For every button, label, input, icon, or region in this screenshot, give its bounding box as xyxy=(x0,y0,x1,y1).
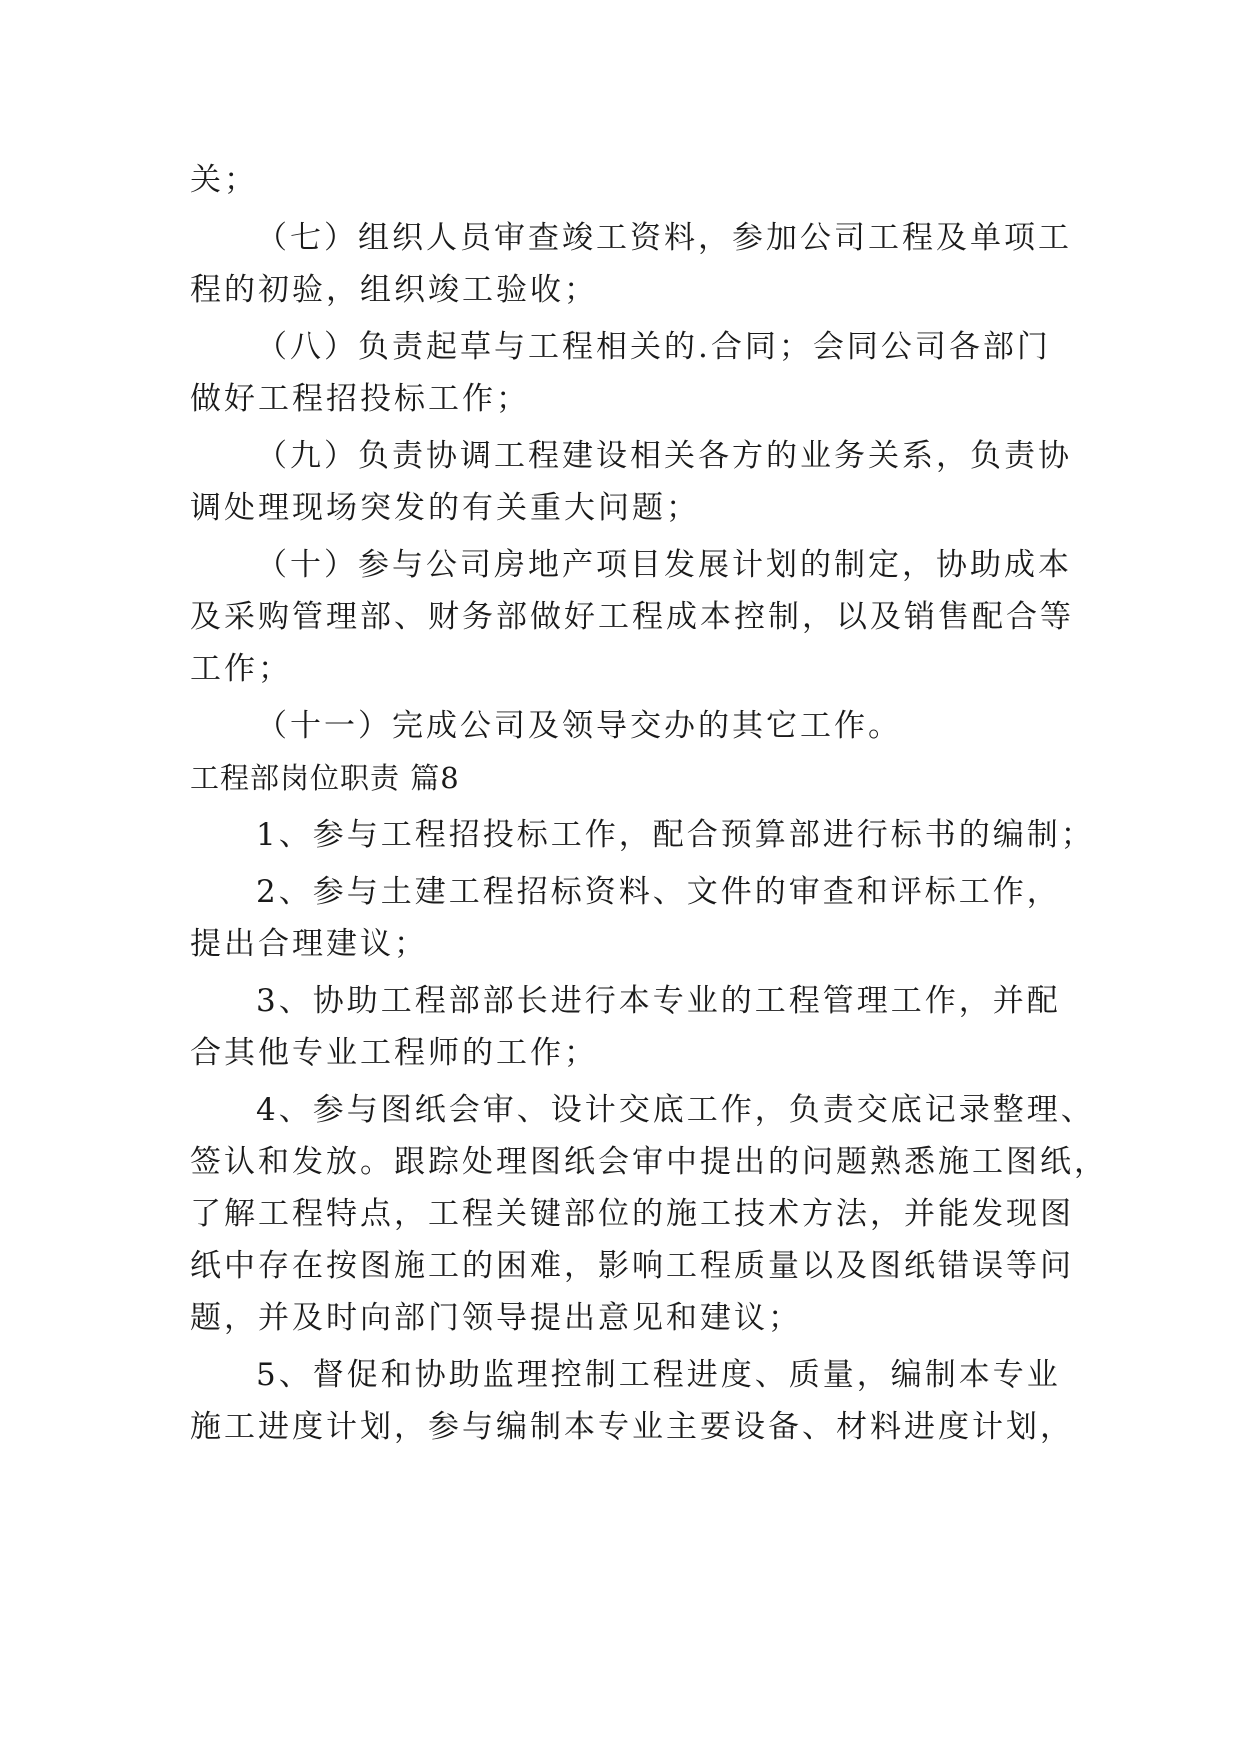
text-line: 工作； xyxy=(190,651,292,687)
text-line: 做好工程招投标工作； xyxy=(190,381,530,417)
text-line: （十一）完成公司及领导交办的其它工作。 xyxy=(256,708,902,744)
text-line: 合其他专业工程师的工作； xyxy=(190,1035,598,1071)
text-line: 调处理现场突发的有关重大问题； xyxy=(190,490,700,526)
text-line: 关； xyxy=(190,162,258,198)
text-line: 4、参与图纸会审、设计交底工作，负责交底记录整理、 xyxy=(256,1092,1095,1128)
text-line: （十）参与公司房地产项目发展计划的制定，协助成本 xyxy=(256,547,1072,583)
text-line: 3、协助工程部部长进行本专业的工程管理工作，并配 xyxy=(256,983,1061,1019)
text-line: 2、参与土建工程招标资料、文件的审查和评标工作， xyxy=(256,874,1061,910)
text-line: 提出合理建议； xyxy=(190,926,428,962)
text-line: 及采购管理部、财务部做好工程成本控制，以及销售配合等 xyxy=(190,599,1074,635)
text-line: 施工进度计划，参与编制本专业主要设备、材料进度计划， xyxy=(190,1409,1074,1445)
text-line: 题，并及时向部门领导提出意见和建议； xyxy=(190,1300,802,1336)
text-line: （七）组织人员审查竣工资料，参加公司工程及单项工 xyxy=(256,220,1072,256)
text-line: 5、督促和协助监理控制工程进度、质量，编制本专业 xyxy=(256,1357,1061,1393)
section-heading: 工程部岗位职责 篇8 xyxy=(190,761,460,795)
text-line: 程的初验，组织竣工验收； xyxy=(190,272,598,308)
text-line: 了解工程特点，工程关键部位的施工技术方法，并能发现图 xyxy=(190,1196,1074,1232)
text-line: （九）负责协调工程建设相关各方的业务关系，负责协 xyxy=(256,438,1072,474)
text-line: 签认和发放。跟踪处理图纸会审中提出的问题熟悉施工图纸， xyxy=(190,1144,1108,1180)
text-line: 1、参与工程招投标工作，配合预算部进行标书的编制； xyxy=(256,817,1095,853)
text-line: （八）负责起草与工程相关的.合同；会同公司各部门 xyxy=(256,329,1051,365)
text-line: 纸中存在按图施工的困难，影响工程质量以及图纸错误等问 xyxy=(190,1248,1074,1284)
